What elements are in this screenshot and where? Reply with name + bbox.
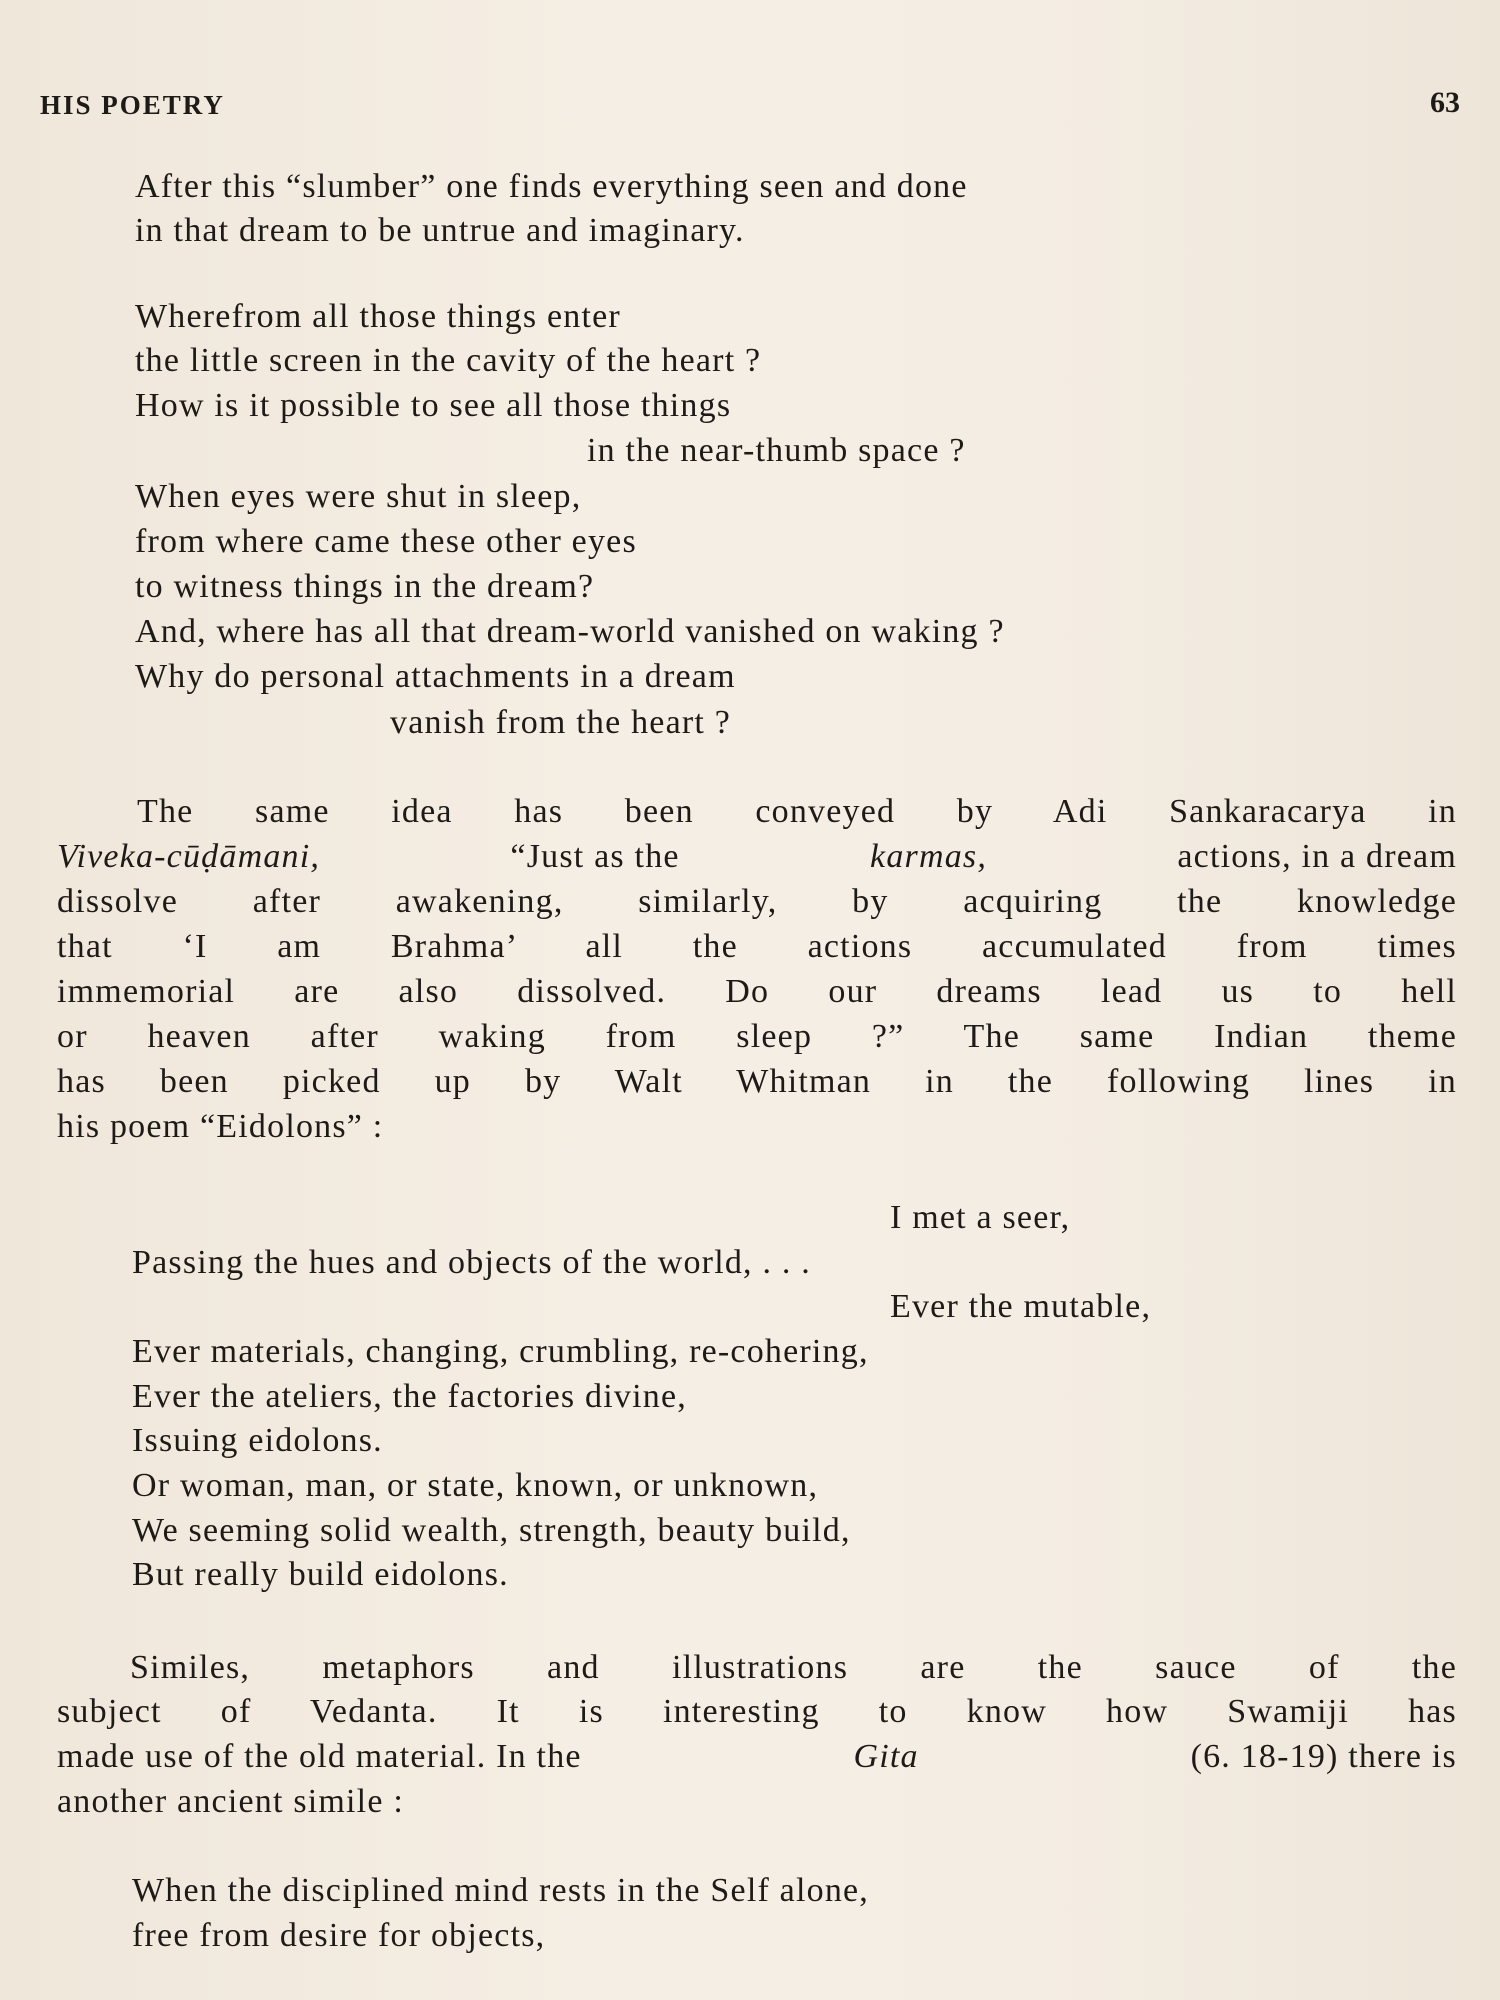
para3-line3b: (6. 18-19) there is bbox=[1190, 1738, 1457, 1775]
poem-line: Ever the ateliers, the factories divine, bbox=[132, 1378, 687, 1415]
paragraph-line bbox=[57, 1737, 1457, 1777]
page-number: 63 bbox=[1430, 86, 1460, 119]
verse-line: After this “slumber” one finds everything seen and done bbox=[135, 168, 968, 205]
verse-line: How is it possible to see all those things bbox=[135, 387, 732, 424]
poem-line: We seeming solid wealth, strength, beauty build, bbox=[132, 1512, 851, 1549]
paragraph-line bbox=[57, 882, 1457, 922]
running-header bbox=[40, 86, 1460, 130]
poem-line: Ever the mutable, bbox=[890, 1288, 1152, 1325]
para3-line2: subject of Vedanta. It is interesting to know how Swamiji has bbox=[57, 1693, 1457, 1730]
verse-line: Why do personal attachments in a dream bbox=[135, 658, 736, 695]
paragraph-line bbox=[57, 837, 1457, 877]
quote-line: free from desire for objects, bbox=[132, 1917, 546, 1954]
para2-line4: that ‘I am Brahma’ all the actions accumulated from times bbox=[57, 928, 1457, 965]
paragraph-line bbox=[57, 1017, 1457, 1057]
paragraph-line: his poem “Eidolons” : bbox=[57, 1108, 384, 1145]
para2-line2a: “Just as the bbox=[510, 838, 680, 875]
verse-line: When eyes were shut in sleep, bbox=[135, 478, 582, 515]
para2-line7: has been picked up by Walt Whitman in the following lines in bbox=[57, 1063, 1457, 1100]
paragraph-line: another ancient simile : bbox=[57, 1783, 404, 1820]
verse-line: in that dream to be untrue and imaginary. bbox=[135, 212, 745, 249]
paragraph-line bbox=[57, 1692, 1457, 1732]
poem-line: Issuing eidolons. bbox=[132, 1422, 383, 1459]
para2-line3: dissolve after awakening, similarly, by acquiring the knowledge bbox=[57, 883, 1457, 920]
verse-line: from where came these other eyes bbox=[135, 523, 637, 560]
para2-line2b: actions, in a dream bbox=[1177, 838, 1457, 875]
paragraph-line bbox=[137, 792, 1457, 832]
verse-line: Wherefrom all those things enter bbox=[135, 298, 621, 335]
para2-line5: immemorial are also dissolved. Do our dreams lead us to hell bbox=[57, 973, 1457, 1010]
poem-line: I met a seer, bbox=[890, 1199, 1071, 1236]
poem-line: But really build eidolons. bbox=[132, 1556, 509, 1593]
verse-line: vanish from the heart ? bbox=[390, 704, 732, 741]
poem-line: Or woman, man, or state, known, or unknown, bbox=[132, 1467, 819, 1504]
paragraph-line bbox=[57, 972, 1457, 1012]
header-title: HIS POETRY bbox=[40, 90, 225, 120]
verse-line: to witness things in the dream? bbox=[135, 568, 595, 605]
term-karmas: karmas, bbox=[870, 838, 988, 875]
quote-line: When the disciplined mind rests in the Self alone, bbox=[132, 1872, 870, 1909]
para3-line3a: made use of the old material. In the bbox=[57, 1738, 582, 1775]
verse-line: And, where has all that dream-world vanished on waking ? bbox=[135, 613, 1005, 650]
paragraph-line bbox=[57, 927, 1457, 967]
paragraph-line bbox=[57, 1062, 1457, 1102]
verse-line: the little screen in the cavity of the heart ? bbox=[135, 342, 762, 379]
verse-line: in the near-thumb space ? bbox=[587, 432, 966, 469]
poem-line: Passing the hues and objects of the world, . . . bbox=[132, 1244, 811, 1281]
para3-line1: Similes, metaphors and illustrations are the sauce of the bbox=[130, 1649, 1457, 1686]
paragraph-line bbox=[130, 1648, 1457, 1688]
para2-line1: The same idea has been conveyed by Adi Sankaracarya in bbox=[137, 793, 1457, 830]
book-title-viveka: Viveka-cūḍāmani, bbox=[57, 838, 321, 875]
poem-line: Ever materials, changing, crumbling, re-cohering, bbox=[132, 1333, 869, 1370]
para2-line6: or heaven after waking from sleep ?” The same Indian theme bbox=[57, 1018, 1457, 1055]
book-title-gita: Gita bbox=[853, 1738, 919, 1775]
